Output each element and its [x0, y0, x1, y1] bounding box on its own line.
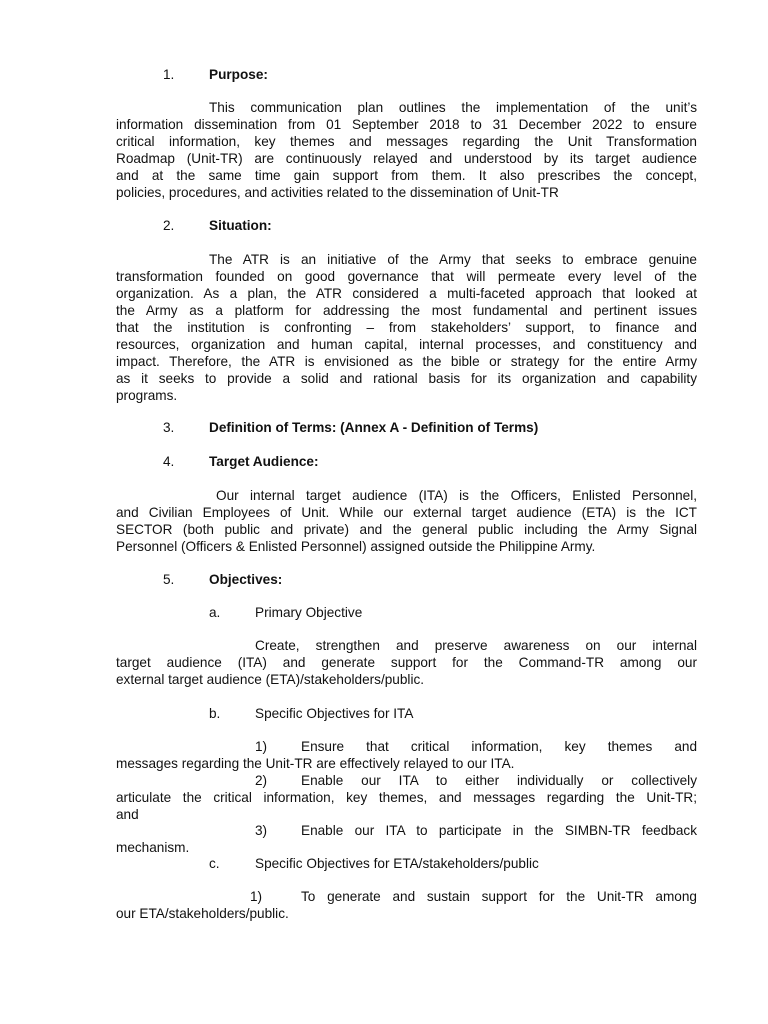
paragraph-line: and at the same time gain support from them. It also prescribes the concept, — [116, 168, 697, 183]
paragraph-line: programs. — [116, 388, 178, 403]
paragraph-line: SECTOR (both public and private) and the general public including the Army Signal — [116, 522, 697, 537]
paragraph-line: impact. Therefore, the ATR is envisioned as the bible or strategy for the entire Army — [116, 354, 697, 369]
paragraph-line: Create, strengthen and preserve awareness on our internal — [255, 638, 697, 653]
paragraph-line: that the institution is confronting – from stakeholders’ support, to finance and — [116, 320, 697, 335]
paragraph-line: Roadmap (Unit-TR) are continuously relayed and understood by its target audience — [116, 151, 697, 166]
paragraph-line: as it seeks to provide a solid and rational basis for its organization and capability — [116, 371, 697, 386]
paragraph-line: This communication plan outlines the implementation of the unit’s — [209, 100, 697, 115]
paragraph-line: To generate and sustain support for the Unit-TR among — [301, 889, 697, 904]
paragraph-line: critical information, key themes and messages regarding the Unit Transformation — [116, 134, 697, 149]
paragraph-line: transformation founded on good governance that will permeate every level of the — [116, 269, 697, 284]
section-number: 2. — [163, 218, 175, 233]
paragraph-line: organization. As a plan, the ATR considered a multi-faceted approach that looked at — [116, 286, 697, 301]
paragraph-line: and Civilian Employees of Unit. While our external target audience (ETA) is the ICT — [116, 505, 697, 520]
section-number: 1. — [163, 67, 175, 82]
item-number: 2) — [255, 773, 268, 788]
paragraph-line: The ATR is an initiative of the Army that seeks to embrace genuine — [209, 252, 697, 267]
paragraph-line: policies, procedures, and activities related to the dissemination of Unit-TR — [116, 185, 559, 200]
item-number: 3) — [255, 823, 268, 838]
paragraph-line: articulate the critical information, key themes, and messages regarding the Unit-TR; — [116, 790, 697, 805]
section-number: 5. — [163, 572, 175, 587]
section-number: 3. — [163, 420, 175, 435]
paragraph-line: our ETA/stakeholders/public. — [116, 906, 289, 921]
subsection-label: a. — [209, 605, 221, 620]
subsection-title: Specific Objectives for ITA — [255, 706, 414, 721]
section-heading: Situation: — [209, 218, 272, 233]
paragraph-line: Our internal target audience (ITA) is the Officers, Enlisted Personnel, — [216, 488, 697, 503]
paragraph-line: Enable our ITA to participate in the SIMBN-TR feedback — [301, 823, 697, 838]
subsection-label: b. — [209, 706, 221, 721]
section-heading: Target Audience: — [209, 454, 319, 469]
paragraph-line: mechanism. — [116, 840, 190, 855]
paragraph-line: resources, organization and human capital, internal processes, and constituency and — [116, 337, 697, 352]
paragraph-line: Enable our ITA to either individually or collectively — [301, 773, 697, 788]
section-heading: Purpose: — [209, 67, 268, 82]
section-heading: Objectives: — [209, 572, 283, 587]
section-heading: Definition of Terms: (Annex A - Definition of Terms) — [209, 420, 539, 435]
paragraph-line: target audience (ITA) and generate support for the Command-TR among our — [116, 655, 697, 670]
paragraph-line: Personnel (Officers & Enlisted Personnel) assigned outside the Philippine Army. — [116, 539, 596, 554]
paragraph-line: the Army as a platform for addressing the most fundamental and pertinent issues — [116, 303, 697, 318]
subsection-title: Primary Objective — [255, 605, 363, 620]
subsection-title: Specific Objectives for ETA/stakeholders/public — [255, 856, 539, 871]
paragraph-line: messages regarding the Unit-TR are effectively relayed to our ITA. — [116, 756, 515, 771]
item-number: 1) — [255, 739, 268, 754]
item-number: 1) — [250, 889, 263, 904]
subsection-label: c. — [209, 856, 220, 871]
paragraph-line: and — [116, 807, 139, 822]
paragraph-line: information dissemination from 01 September 2018 to 31 December 2022 to ensure — [116, 117, 697, 132]
paragraph-line: external target audience (ETA)/stakeholders/public. — [116, 672, 425, 687]
section-number: 4. — [163, 454, 175, 469]
paragraph-line: Ensure that critical information, key themes and — [301, 739, 697, 754]
